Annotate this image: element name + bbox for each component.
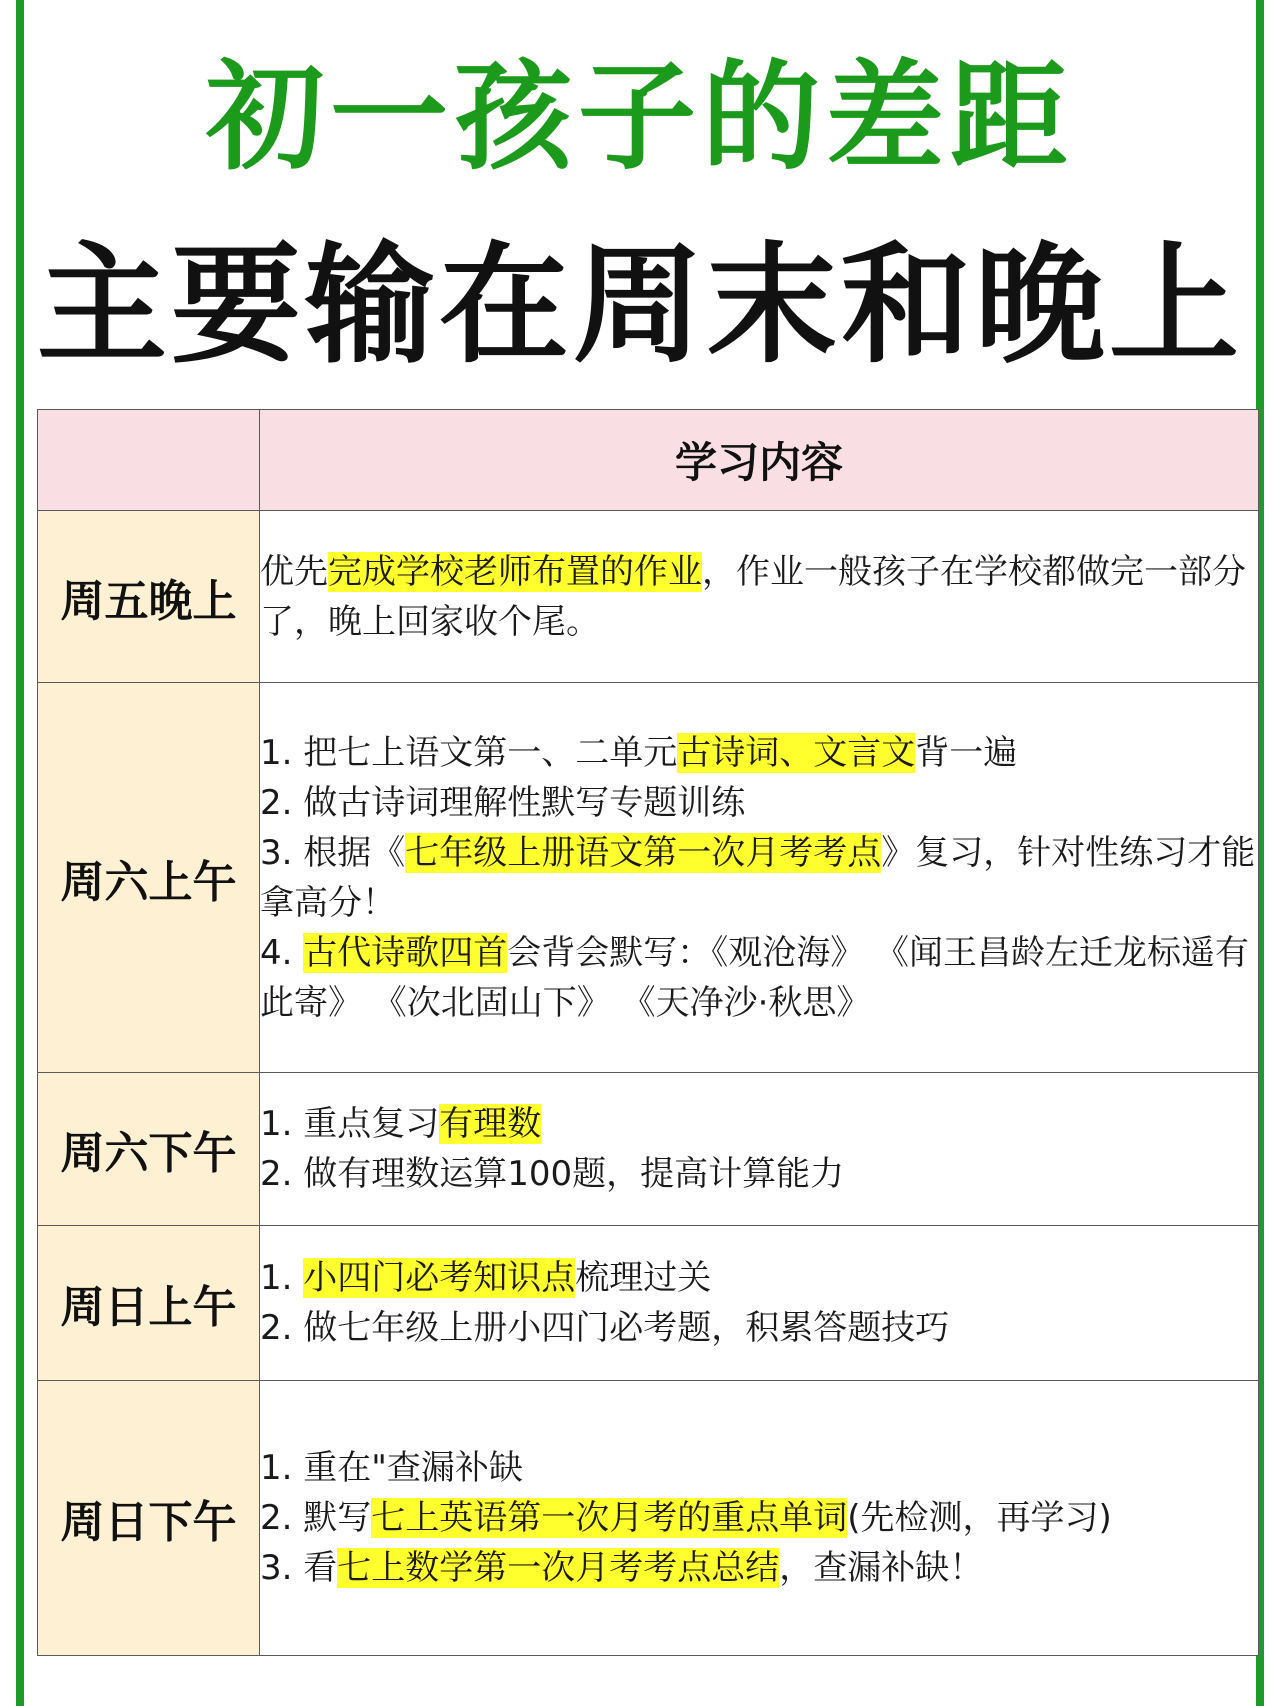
content-text: 4.	[260, 932, 304, 973]
content-text: ，作业一般孩子在学校都做完一部分了，晚上回家收个尾。	[260, 551, 1246, 642]
content-text: 3. 看	[260, 1548, 338, 1588]
content-line	[260, 1493, 1258, 1543]
content-text: 2. 做古诗词理解性默写专题训练	[260, 782, 746, 823]
content-line	[260, 828, 1258, 928]
day-cell: 周六上午	[38, 683, 260, 1073]
content-text: 优先	[260, 551, 328, 592]
content-text: (先检测，再学习)	[847, 1498, 1112, 1538]
content-text: 1. 重点复习	[260, 1104, 440, 1144]
table-row	[38, 1226, 1259, 1381]
content-text: ，查漏补缺！	[779, 1548, 984, 1588]
highlighted-text: 七上数学第一次月考考点总结	[337, 1548, 780, 1588]
header-content-cell: 学习内容	[260, 410, 1259, 511]
content-text: 1. 重在"查漏补缺	[260, 1448, 523, 1488]
title-line2: 主要输在周末和晚上	[36, 229, 1243, 381]
content-text: 2. 做有理数运算100题，提高计算能力	[260, 1154, 845, 1194]
content-line	[260, 1253, 1258, 1303]
content-line	[260, 928, 1258, 1028]
header-day-cell	[38, 410, 260, 511]
content-line	[260, 547, 1258, 647]
content-text: 2. 默写	[260, 1498, 372, 1538]
day-cell: 周日上午	[38, 1226, 260, 1381]
highlighted-text: 完成学校老师布置的作业	[328, 551, 702, 592]
content-text: 梳理过关	[575, 1258, 712, 1298]
content-cell	[260, 1381, 1259, 1656]
highlighted-text: 有理数	[439, 1104, 542, 1144]
highlighted-text: 古代诗歌四首	[303, 932, 508, 973]
content-text: 会背会默写：《观沧海》 《闻王昌龄左迁龙标遥有此寄》 《次北固山下》 《天净沙·秋思》	[260, 932, 1250, 1023]
content-cell	[260, 1226, 1259, 1381]
table-body	[38, 511, 1259, 1656]
content-text: 1. 把七上语文第一、二单元	[260, 732, 678, 773]
content-line	[260, 1543, 1258, 1593]
content-line	[260, 778, 1258, 828]
day-cell: 周日下午	[38, 1381, 260, 1656]
content-line	[260, 728, 1258, 778]
content-cell	[260, 1073, 1259, 1226]
table-row	[38, 683, 1259, 1073]
table-row	[38, 511, 1259, 683]
table-row	[38, 1073, 1259, 1226]
study-plan-table	[37, 409, 1259, 1656]
highlighted-text: 七年级上册语文第一次月考考点	[405, 832, 882, 873]
content-text: 2. 做七年级上册小四门必考题，积累答题技巧	[260, 1308, 950, 1348]
table-row	[38, 1381, 1259, 1656]
content-line	[260, 1443, 1258, 1493]
table-header-row	[38, 410, 1259, 511]
content-cell	[260, 511, 1259, 683]
title-line1: 初一孩子的差距	[205, 48, 1074, 186]
content-cell	[260, 683, 1259, 1073]
content-line	[260, 1149, 1258, 1199]
highlighted-text: 七上英语第一次月考的重点单词	[371, 1498, 848, 1538]
day-cell: 周五晚上	[38, 511, 260, 683]
content-text: 》复习，针对性练习才能拿高分！	[260, 832, 1256, 923]
content-line	[260, 1099, 1258, 1149]
content-line	[260, 1303, 1258, 1353]
highlighted-text: 古诗词、文言文	[677, 732, 916, 773]
highlighted-text: 小四门必考知识点	[303, 1258, 576, 1298]
day-cell: 周六下午	[38, 1073, 260, 1226]
content-text: 背一遍	[915, 732, 1018, 773]
content-text: 3. 根据《	[260, 832, 406, 873]
content-text: 1.	[260, 1258, 304, 1298]
